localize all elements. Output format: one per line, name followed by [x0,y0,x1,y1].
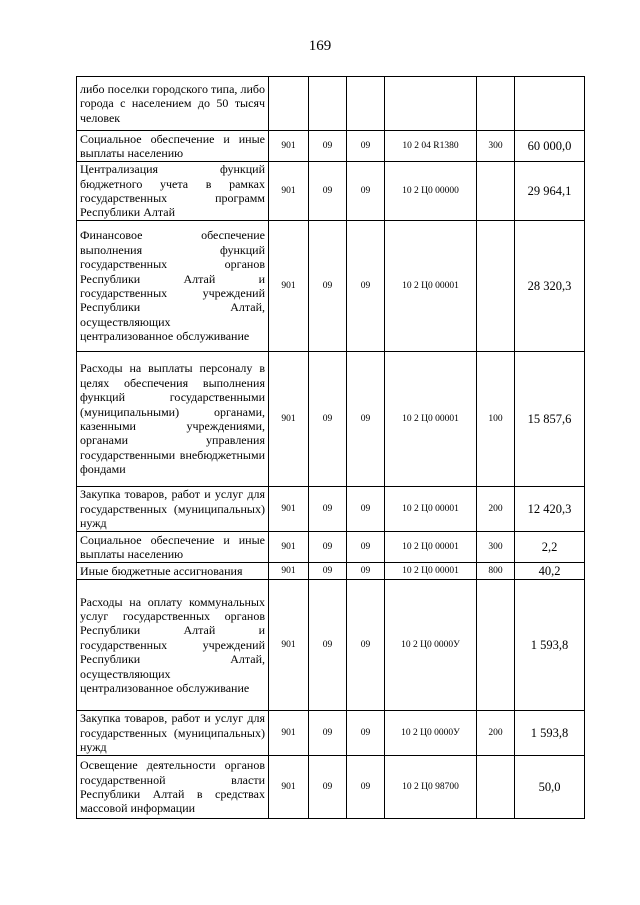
amount: 12 420,3 [515,487,585,532]
expense-type-code: 300 [477,131,515,162]
row-description: Освещение деятельности органов государственной власти Республики Алтай в средствах массовой информации [77,756,269,819]
subsection-code: 09 [347,756,385,819]
amount: 50,0 [515,756,585,819]
ministry-code: 901 [269,580,309,711]
ministry-code: 901 [269,756,309,819]
section-code: 09 [309,131,347,162]
budget-table [76,76,585,819]
expense-type-code [477,756,515,819]
amount [515,77,585,131]
expense-type-code [477,77,515,131]
expense-type-code: 800 [477,563,515,580]
subsection-code: 09 [347,532,385,563]
section-code: 09 [309,756,347,819]
row-description: Социальное обеспечение и иные выплаты населению [77,131,269,162]
expense-type-code: 300 [477,532,515,563]
expense-type-code: 200 [477,711,515,756]
amount: 1 593,8 [515,711,585,756]
subsection-code: 09 [347,162,385,221]
row-description: Финансовое обеспечение выполнения функций государственных органов Республики Алтай и государственных учреждений Республики Алтай, осуществляющих централизованное обслуживание [77,221,269,352]
expense-type-code [477,580,515,711]
table-row [77,711,585,756]
amount: 28 320,3 [515,221,585,352]
section-code: 09 [309,563,347,580]
ministry-code: 901 [269,352,309,487]
target-article-code: 10 2 Ц0 0000У [385,580,477,711]
ministry-code: 901 [269,221,309,352]
section-code: 09 [309,532,347,563]
row-description: Закупка товаров, работ и услуг для государственных (муниципальных) нужд [77,487,269,532]
table-row [77,162,585,221]
ministry-code: 901 [269,487,309,532]
ministry-code: 901 [269,131,309,162]
target-article-code: 10 2 Ц0 00000 [385,162,477,221]
target-article-code: 10 2 Ц0 0000У [385,711,477,756]
ministry-code: 901 [269,711,309,756]
subsection-code: 09 [347,580,385,711]
ministry-code: 901 [269,563,309,580]
ministry-code [269,77,309,131]
table-row [77,221,585,352]
table-row [77,532,585,563]
ministry-code: 901 [269,162,309,221]
row-description: Централизация функций бюджетного учета в рамках государственных программ Республики Алтай [77,162,269,221]
subsection-code: 09 [347,563,385,580]
target-article-code: 10 2 Ц0 00001 [385,532,477,563]
subsection-code: 09 [347,352,385,487]
table-row [77,131,585,162]
table-row [77,352,585,487]
target-article-code: 10 2 Ц0 00001 [385,563,477,580]
subsection-code [347,77,385,131]
page-number: 169 [308,38,332,54]
target-article-code: 10 2 Ц0 00001 [385,487,477,532]
row-description: Социальное обеспечение и иные выплаты населению [77,532,269,563]
amount: 40,2 [515,563,585,580]
subsection-code: 09 [347,711,385,756]
table-row [77,487,585,532]
target-article-code: 10 2 04 R1380 [385,131,477,162]
amount: 1 593,8 [515,580,585,711]
table-row [77,563,585,580]
section-code: 09 [309,352,347,487]
subsection-code: 09 [347,487,385,532]
table-row [77,756,585,819]
amount: 2,2 [515,532,585,563]
expense-type-code: 200 [477,487,515,532]
target-article-code: 10 2 Ц0 98700 [385,756,477,819]
target-article-code: 10 2 Ц0 00001 [385,352,477,487]
section-code [309,77,347,131]
row-description: Иные бюджетные ассигнования [77,563,269,580]
row-description: либо поселки городского типа, либо города с населением до 50 тысяч человек [77,77,269,131]
target-article-code [385,77,477,131]
expense-type-code [477,221,515,352]
target-article-code: 10 2 Ц0 00001 [385,221,477,352]
amount: 29 964,1 [515,162,585,221]
row-description: Закупка товаров, работ и услуг для государственных (муниципальных) нужд [77,711,269,756]
table-row [77,77,585,131]
section-code: 09 [309,580,347,711]
section-code: 09 [309,221,347,352]
ministry-code: 901 [269,532,309,563]
amount: 60 000,0 [515,131,585,162]
subsection-code: 09 [347,131,385,162]
row-description: Расходы на выплаты персоналу в целях обеспечения выполнения функций государственными (муниципальными) органами, казенными учреждениями, органами управления государственными внебюджетными фондами [77,352,269,487]
section-code: 09 [309,162,347,221]
subsection-code: 09 [347,221,385,352]
section-code: 09 [309,487,347,532]
expense-type-code: 100 [477,352,515,487]
section-code: 09 [309,711,347,756]
amount: 15 857,6 [515,352,585,487]
table-row [77,580,585,711]
row-description: Расходы на оплату коммунальных услуг государственных органов Республики Алтай и государственных учреждений Республики Алтай, осуществляющих централизованное обслуживание [77,580,269,711]
expense-type-code [477,162,515,221]
